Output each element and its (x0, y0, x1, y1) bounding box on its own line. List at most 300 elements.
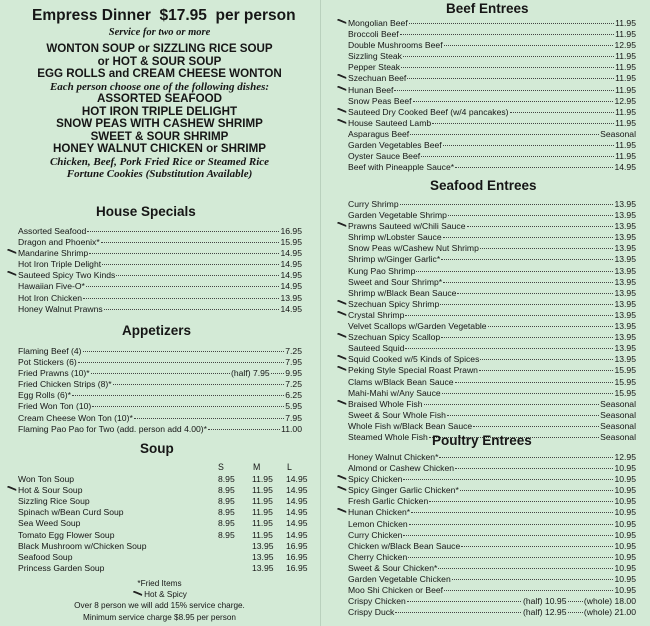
dot-leader (78, 362, 285, 363)
menu-item-price: 10.95 (614, 551, 636, 562)
menu-item (348, 507, 636, 518)
menu-item-name: Sweet & Sour Chicken* (348, 562, 438, 573)
menu-item (348, 277, 636, 288)
menu-item-price: 12.95 (614, 40, 636, 51)
menu-item-price: 15.95 (614, 376, 636, 387)
soup-price-large: 14.95 (286, 518, 308, 529)
dot-leader (440, 304, 613, 305)
dot-leader (83, 351, 285, 352)
menu-item (348, 221, 636, 232)
menu-item (348, 254, 636, 265)
menu-item-price: 7.95 (285, 412, 302, 423)
menu-item (18, 270, 302, 281)
dot-leader (134, 418, 284, 419)
menu-item (348, 118, 636, 129)
soup-price-large: 16.95 (286, 562, 308, 573)
dot-leader (409, 23, 614, 24)
menu-item-price: (whole) 18.00 (583, 596, 636, 607)
menu-item-name: Hot Iron Chicken (18, 292, 83, 303)
menu-item-name: Pot Stickers (6) (18, 357, 77, 368)
soup-price-large: 14.95 (286, 507, 308, 518)
soup-item (18, 541, 308, 552)
soup-item-name: Black Mushroom w/Chicken Soup (18, 540, 147, 551)
menu-item-name: Spicy Chicken (348, 474, 403, 485)
soup-price-large: 14.95 (286, 474, 308, 484)
menu-item-price: 14.95 (280, 259, 302, 270)
menu-item-name: Garden Vegetable Shrimp (348, 210, 447, 221)
soup-price-medium: 11.95 (252, 496, 273, 507)
soup-price-large: 16.95 (286, 551, 308, 562)
menu-item-name: Oyster Sauce Beef (348, 151, 421, 162)
soup-price-medium: 11.95 (252, 518, 273, 529)
menu-item (18, 304, 302, 315)
soup-price-medium: 11.95 (252, 485, 273, 496)
menu-item-name: Flaming Beef (4) (18, 346, 82, 356)
dot-leader (438, 568, 613, 569)
dot-leader (432, 123, 614, 124)
menu-item (348, 266, 636, 277)
dot-leader (455, 382, 614, 383)
menu-item-name: Moo Shi Chicken or Beef (348, 585, 444, 596)
dot-leader (104, 309, 280, 310)
beef-entrees-list (348, 18, 636, 173)
soup-price-small: 8.95 (218, 529, 235, 540)
menu-item (348, 377, 636, 388)
soup-item-name: Princess Garden Soup (18, 562, 105, 573)
soup-price-large: 16.95 (286, 540, 308, 551)
dot-leader (92, 406, 284, 407)
menu-item-name: Sauteed Dry Cooked Beef (w/4 pancakes) (348, 106, 509, 117)
dot-leader (208, 429, 280, 430)
dot-leader (89, 253, 279, 254)
soup-item-name: Spinach w/Bean Curd Soup (18, 507, 124, 518)
menu-item-name: Honey Walnut Chicken* (348, 452, 439, 462)
menu-item-price: 10.95 (614, 474, 636, 485)
menu-item (348, 474, 636, 485)
menu-item (348, 85, 636, 96)
soup-item (18, 496, 308, 507)
menu-item (18, 346, 302, 357)
soup-price-medium: 11.95 (252, 507, 273, 518)
menu-item-price: 13.95 (614, 265, 636, 276)
dot-leader (457, 293, 613, 294)
menu-item-name: Crispy Duck (348, 607, 395, 618)
menu-item-price: 14.95 (280, 281, 302, 292)
menu-item-name: Beef with Pineapple Sauce* (348, 162, 455, 173)
menu-item-price: 13.95 (614, 343, 636, 354)
menu-item-price: 14.95 (280, 248, 302, 259)
dot-leader (452, 579, 614, 580)
menu-item (348, 332, 636, 343)
menu-item (18, 357, 302, 368)
menu-item-name: Dragon and Phoenix* (18, 237, 100, 248)
menu-item-name: Cherry Chicken (348, 551, 408, 562)
menu-item-name: Peking Style Special Roast Prawn (348, 365, 478, 376)
menu-item (348, 585, 636, 596)
menu-item (348, 310, 636, 321)
dot-leader (443, 237, 614, 238)
menu-item (348, 40, 636, 51)
menu-item-name: Hunan Beef (348, 84, 394, 95)
menu-item (348, 485, 636, 496)
menu-notes (12, 578, 307, 623)
menu-item-price: 10.95 (614, 574, 636, 585)
menu-item-name: Clams w/Black Bean Sauce (348, 376, 454, 387)
menu-item-name: Crispy Chicken (348, 596, 406, 607)
dot-leader (443, 282, 613, 283)
soup-item (18, 474, 308, 485)
menu-item-name: Hot Iron Triple Delight (18, 259, 102, 270)
menu-item-price: 14.95 (280, 270, 302, 281)
dot-leader (441, 337, 613, 338)
menu-item-name: Shrimp w/Black Bean Sauce (348, 287, 457, 298)
menu-item (18, 379, 302, 390)
menu-item-name: Spicy Ginger Garlic Chicken* (348, 485, 459, 496)
soup-size-medium: M (253, 462, 261, 472)
left-column (12, 0, 307, 626)
menu-item-price: 10.95 (614, 540, 636, 551)
menu-item (348, 463, 636, 474)
menu-item-price: 13.95 (280, 292, 302, 303)
menu-item-price: 11.95 (615, 51, 636, 62)
menu-item-price: Seasonal (600, 128, 636, 139)
menu-item-price: 13.95 (614, 298, 636, 309)
menu-item-price: Seasonal (600, 409, 636, 420)
dot-leader (416, 271, 613, 272)
menu-item (348, 243, 636, 254)
menu-item-price: 14.95 (614, 162, 636, 173)
menu-item-price: 16.95 (280, 226, 302, 236)
appetizers-heading: Appetizers (122, 323, 192, 338)
dot-leader (102, 264, 279, 265)
menu-item (348, 96, 636, 107)
menu-item-name: Mahi-Mahi w/Any Sauce (348, 387, 441, 398)
menu-item (348, 530, 636, 541)
menu-item-price: 7.95 (285, 357, 302, 368)
menu-item (18, 281, 302, 292)
menu-item-price: 10.95 (614, 485, 636, 496)
menu-item (348, 496, 636, 507)
menu-item (348, 607, 636, 618)
soup-item-name: Won Ton Soup (18, 474, 75, 484)
menu-item-name: Mandarine Shrimp (18, 248, 89, 259)
menu-item-price: 13.95 (614, 254, 636, 265)
menu-item-price: 15.95 (280, 237, 302, 248)
soup-heading: Soup (140, 441, 174, 456)
soup-item-name: Sea Weed Soup (18, 518, 81, 529)
dot-leader (403, 56, 614, 57)
menu-item-price: 10.95 (614, 518, 636, 529)
empress-line: EGG ROLLS and CREAM CHEESE WONTON (37, 67, 282, 80)
menu-item-name: Steamed Whole Fish (348, 431, 428, 442)
dot-leader (83, 298, 279, 299)
menu-item-name: Sizzling Steak (348, 51, 402, 62)
menu-item (348, 199, 636, 210)
menu-item-price: 9.95 (285, 368, 302, 379)
menu-item-name: Mongolian Beef (348, 18, 408, 28)
menu-item (348, 541, 636, 552)
soup-item (18, 507, 308, 518)
soup-size-small: S (218, 462, 224, 472)
menu-item-name: Pepper Steak (348, 62, 401, 73)
menu-item-name: Whole Fish w/Black Bean Sauce (348, 420, 473, 431)
menu-item-name: Kung Pao Shrimp (348, 265, 416, 276)
menu-item-name: Assorted Seafood (18, 226, 87, 236)
menu-item-price: 13.95 (614, 243, 636, 254)
menu-item-price: 10.95 (614, 507, 636, 518)
soup-price-medium: 11.95 (252, 529, 273, 540)
menu-item-name: Broccoli Beef (348, 29, 399, 40)
menu-item-name: Cream Cheese Won Ton (10)* (18, 412, 133, 423)
menu-item (348, 421, 636, 432)
menu-item-price: 13.95 (614, 199, 636, 209)
empress-line: or HOT & SOUR SOUP (97, 54, 222, 68)
hot-spicy-note-text: Hot & Spicy (144, 590, 187, 600)
minimum-charge-note: Minimum service charge $8.95 per person (83, 612, 236, 622)
menu-item (348, 73, 636, 84)
soup-item-name: Sizzling Rice Soup (18, 496, 90, 507)
menu-item (348, 552, 636, 563)
menu-item-name: Double Mushrooms Beef (348, 40, 443, 51)
service-charge-note: Over 8 person we will add 15% service charge. (74, 601, 245, 611)
menu-item (348, 452, 636, 463)
menu-item-price: 11.95 (615, 151, 636, 162)
menu-item-price: 7.25 (285, 379, 302, 390)
dot-leader (86, 286, 280, 287)
soup-price-medium: 11.95 (252, 474, 273, 484)
soup-item-name: Tomato Egg Flower Soup (18, 529, 115, 540)
menu-item-price: 11.95 (615, 73, 636, 84)
dot-leader (401, 67, 614, 68)
menu-item-price: 12.95 (614, 95, 636, 106)
menu-item-name: Squid Cooked w/5 Kinds of Spices (348, 354, 480, 365)
soup-item (18, 552, 308, 563)
menu-item (18, 390, 302, 401)
menu-item (348, 18, 636, 29)
menu-item-price: 13.95 (614, 332, 636, 343)
menu-item-name: Fried Won Ton (10) (18, 401, 92, 412)
dot-leader (403, 535, 613, 536)
soup-price-medium: 13.95 (252, 562, 274, 573)
soup-item (18, 518, 308, 529)
soup-size-large: L (287, 462, 292, 472)
menu-item (348, 399, 636, 410)
seafood-entrees-list (348, 199, 636, 443)
menu-item-name: Szechuan Spicy Scallop (348, 332, 441, 343)
dot-leader (405, 315, 613, 316)
menu-item (348, 62, 636, 73)
menu-item-price: 11.95 (615, 29, 636, 40)
menu-item-price: 11.95 (615, 84, 636, 95)
soup-item (18, 563, 308, 574)
dot-leader (480, 359, 613, 360)
empress-footer-line: Chicken, Beef, Pork Fried Rice or Steamed Rice (49, 155, 270, 168)
hot-spicy-note (12, 589, 307, 600)
dot-leader (510, 112, 615, 113)
menu-item (348, 343, 636, 354)
menu-item-price: 13.95 (614, 210, 636, 221)
soup-price-large: 14.95 (286, 529, 308, 540)
menu-item-price: 13.95 (614, 287, 636, 298)
soup-price-small: 8.95 (218, 496, 235, 507)
menu-item-name: Sweet and Sour Shrimp* (348, 276, 443, 287)
menu-item (348, 388, 636, 399)
menu-item-name: Flaming Pao Pao for Two (add. person add 4.00)* (18, 423, 208, 434)
menu-item-price: 5.95 (285, 401, 302, 412)
menu-item-price: 10.95 (614, 463, 636, 474)
soup-price-large: 14.95 (286, 485, 308, 496)
menu-item-price: Seasonal (600, 420, 636, 431)
soup-item-name: Seafood Soup (18, 551, 73, 562)
menu-item-price: (whole) 21.00 (583, 607, 636, 618)
menu-item (18, 293, 302, 304)
menu-item-price: 13.95 (614, 309, 636, 320)
menu-item-name: Velvet Scallops w/Garden Vegetable (348, 321, 487, 332)
dot-leader (429, 501, 613, 502)
dot-leader (479, 370, 614, 371)
menu-item (348, 354, 636, 365)
dot-leader (394, 90, 614, 91)
menu-item-name: Shrimp w/Ginger Garlic* (348, 254, 441, 265)
dot-leader (410, 134, 599, 135)
menu-item-price: 11.95 (615, 62, 636, 73)
menu-item (348, 519, 636, 530)
empress-dish: SNOW PEAS WITH CASHEW SHRIMP (56, 117, 263, 130)
dot-leader (72, 395, 284, 396)
menu-item (348, 596, 636, 607)
menu-item (348, 51, 636, 62)
soup-price-small: 8.95 (218, 518, 235, 529)
menu-item-name: Braised Whole Fish (348, 398, 423, 409)
menu-item (348, 321, 636, 332)
soup-price-small: 8.95 (218, 474, 235, 484)
menu-item-price: 14.95 (280, 303, 302, 314)
menu-item (348, 574, 636, 585)
menu-item-price: 11.95 (615, 140, 636, 151)
soup-price-small: 8.95 (218, 507, 235, 518)
dot-leader (424, 404, 600, 405)
menu-item-price: 10.95 (614, 496, 636, 507)
menu-item-name: Crystal Shrimp (348, 309, 405, 320)
appetizers-list (18, 346, 302, 435)
dot-leader (409, 524, 614, 525)
soup-price-medium: 13.95 (252, 540, 274, 551)
menu-item-price: Seasonal (600, 398, 636, 409)
dot-leader (400, 34, 614, 35)
dot-leader (113, 384, 285, 385)
column-divider (320, 0, 321, 626)
menu-item-price: 15.95 (614, 365, 636, 376)
menu-item (18, 368, 302, 379)
poultry-entrees-list (348, 452, 636, 618)
menu-item-name: Egg Rolls (6)* (18, 390, 72, 401)
empress-dish: ASSORTED SEAFOOD (97, 92, 222, 105)
menu-item-name: Lemon Chicken (348, 518, 408, 529)
empress-line: WONTON SOUP or SIZZLING RICE SOUP (46, 42, 273, 55)
menu-item-price: 11.95 (615, 18, 636, 28)
menu-item (348, 162, 636, 173)
menu-item-price: 6.25 (285, 390, 302, 401)
menu-item-price: 13.95 (614, 321, 636, 332)
soup-list (18, 474, 308, 574)
menu-item-name: Fried Chicken Strips (8)* (18, 379, 112, 390)
dot-leader (455, 468, 613, 469)
house-specials-list (18, 226, 302, 315)
menu-item (18, 413, 302, 424)
menu-item-price: 13.95 (614, 354, 636, 365)
dot-leader (460, 490, 614, 491)
menu-item-name: Sweet & Sour Whole Fish (348, 409, 446, 420)
menu-item-name: Sauteed Squid (348, 343, 405, 354)
menu-item-price: 12.95 (614, 452, 636, 462)
menu-item-name: Hunan Chicken* (348, 507, 411, 518)
menu-item-price: 13.95 (614, 232, 636, 243)
menu-item (348, 151, 636, 162)
dot-leader (461, 546, 613, 547)
soup-price-small: 8.95 (218, 485, 235, 496)
empress-dish: SWEET & SOUR SHRIMP (90, 129, 229, 143)
soup-price-medium: 13.95 (252, 551, 274, 562)
menu-item (18, 424, 302, 435)
menu-item-name: Curry Chicken (348, 529, 403, 540)
dot-leader (116, 275, 279, 276)
beef-entrees-heading: Beef Entrees (446, 1, 529, 16)
half-price: (half) 7.95 (231, 368, 270, 379)
soup-item (18, 485, 308, 496)
menu-item-price: 11.95 (615, 117, 636, 128)
dot-leader (447, 415, 599, 416)
menu-item-price: 11.00 (281, 423, 302, 434)
menu-item-name: Honey Walnut Prawns (18, 303, 103, 314)
menu-item-name: House Sauteed Lamb (348, 117, 432, 128)
menu-item-price: 13.95 (614, 276, 636, 287)
dot-leader (421, 156, 614, 157)
menu-item-name: Almond or Cashew Chicken (348, 463, 455, 474)
menu-item-price: 10.95 (614, 585, 636, 596)
menu-item-name: Asparagus Beef (348, 128, 410, 139)
menu-item-name: Chicken w/Black Bean Sauce (348, 540, 461, 551)
dot-leader (467, 226, 614, 227)
menu-item (348, 29, 636, 40)
menu-item-name: Hawaiian Five-O* (18, 281, 85, 292)
menu-item (348, 232, 636, 243)
menu-item-price: 11.95 (615, 106, 636, 117)
menu-item-price: 7.25 (285, 346, 302, 356)
dot-leader (411, 512, 613, 513)
dot-leader (413, 101, 614, 102)
dot-leader (455, 167, 613, 168)
menu-item-name: Szechuan Spicy Shrimp (348, 298, 440, 309)
empress-dinner-title: Empress Dinner $17.95 per person (32, 7, 296, 24)
menu-item (18, 237, 302, 248)
dot-leader (444, 45, 614, 46)
dot-leader (403, 479, 613, 480)
dot-leader (439, 457, 613, 458)
menu-item (348, 299, 636, 310)
menu-item (18, 226, 302, 237)
menu-item-price: 10.95 (614, 529, 636, 540)
dot-leader (407, 78, 614, 79)
soup-item-name: Hot & Sour Soup (18, 485, 83, 496)
right-column (336, 0, 638, 626)
half-price: (half) 12.95 (523, 607, 567, 618)
menu-item-price: 13.95 (614, 221, 636, 232)
menu-item (348, 365, 636, 376)
seafood-entrees-heading: Seafood Entrees (430, 178, 537, 193)
dot-leader (408, 557, 613, 558)
menu-item (18, 259, 302, 270)
menu-item (348, 140, 636, 151)
